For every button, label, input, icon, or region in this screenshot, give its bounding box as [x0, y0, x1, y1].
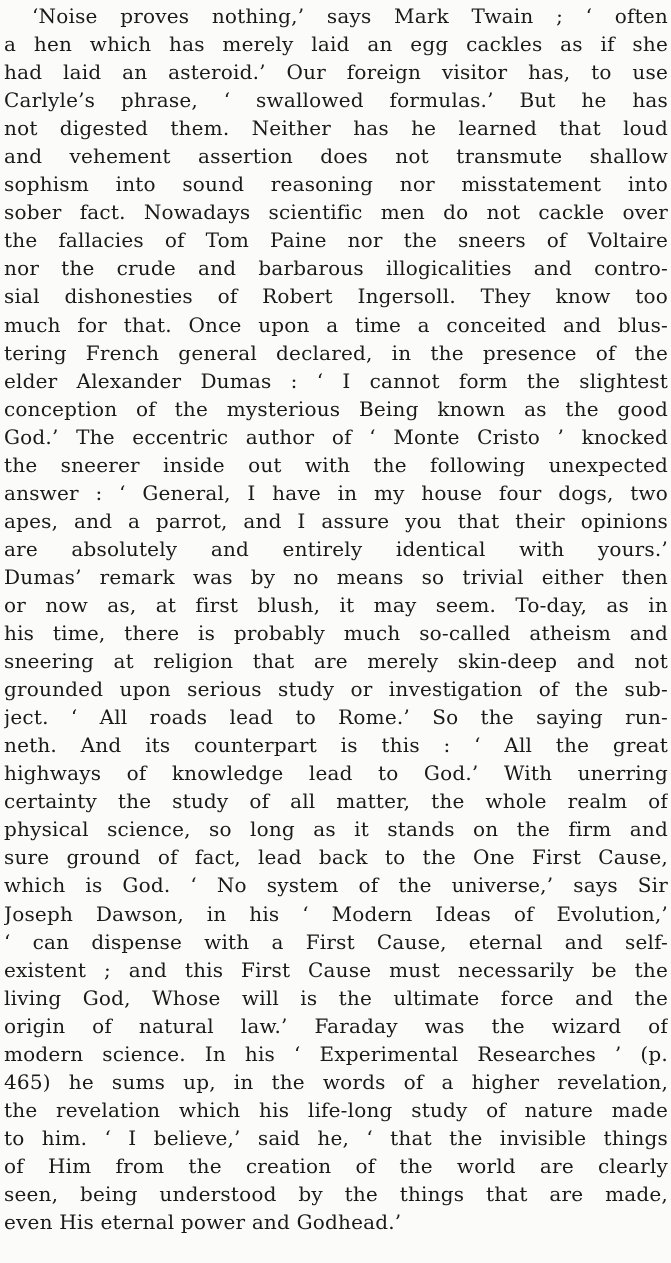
text-line: ‘Noise proves nothing,’ says Mark Twain ; ‘ often: [32, 4, 668, 28]
text-line: answer : ‘ General, I have in my house four dogs, two: [4, 480, 668, 505]
text-line: to him. ‘ I believe,’ said he, ‘ that the invisible things: [4, 1125, 668, 1150]
text-line: are absolutely and entirely identical with yours.’: [4, 536, 668, 561]
text-line: nor the crude and barbarous illogicalities and contro-: [4, 256, 668, 281]
text-line: sneering at religion that are merely skin-deep and not: [4, 649, 668, 674]
text-line: had laid an asteroid.’ Our foreign visitor has, to use: [4, 60, 668, 85]
text-line: not digested them. Neither has he learned that loud: [4, 116, 668, 141]
text-line: and vehement assertion does not transmute shallow: [4, 144, 668, 169]
text-line: certainty the study of all matter, the whole realm of: [4, 789, 668, 814]
text-line: his time, there is probably much so-called atheism and: [4, 621, 668, 646]
text-line: the revelation which his life-long study of nature made: [4, 1097, 668, 1122]
text-line: a hen which has merely laid an egg cackles as if she: [4, 32, 668, 57]
text-line: elder Alexander Dumas : ‘ I cannot form the slightest: [4, 368, 668, 393]
text-line: conception of the mysterious Being known as the good: [4, 396, 668, 421]
text-line: sial dishonesties of Robert Ingersoll. They know too: [4, 284, 668, 309]
text-line: existent ; and this First Cause must necessarily be the: [4, 957, 668, 982]
text-line: sophism into sound reasoning nor misstatement into: [4, 172, 668, 197]
text-line: 465) he sums up, in the words of a higher revelation,: [4, 1069, 668, 1094]
text-line: sure ground of fact, lead back to the One First Cause,: [4, 845, 668, 870]
text-line: highways of knowledge lead to God.’ With unerring: [4, 761, 668, 786]
text-line: or now as, at first blush, it may seem. To-day, as in: [4, 592, 668, 617]
text-line: ‘ can dispense with a First Cause, eternal and self-: [4, 929, 668, 954]
text-line: ject. ‘ All roads lead to Rome.’ So the saying run-: [4, 705, 668, 730]
text-line: seen, being understood by the things that are made,: [4, 1181, 668, 1206]
text-line: even His eternal power and Godhead.’: [4, 1210, 402, 1235]
text-line: Carlyle’s phrase, ‘ swallowed formulas.’ But he has: [4, 88, 668, 113]
text-line: Joseph Dawson, in his ‘ Modern Ideas of Evolution,’: [4, 901, 668, 926]
text-line: tering French general declared, in the presence of the: [4, 340, 668, 365]
text-line: which is God. ‘ No system of the universe,’ says Sir: [4, 873, 668, 898]
article-text: [4, 2, 668, 1236]
text-line: modern science. In his ‘ Experimental Researches ’ (p.: [4, 1041, 668, 1066]
text-line: physical science, so long as it stands on the firm and: [4, 817, 668, 842]
text-line: Dumas’ remark was by no means so trivial either then: [4, 564, 668, 589]
text-line: origin of natural law.’ Faraday was the wizard of: [4, 1013, 668, 1038]
text-line: grounded upon serious study or investigation of the sub-: [4, 677, 668, 702]
text-line: God.’ The eccentric author of ‘ Monte Cristo ’ knocked: [4, 424, 668, 449]
text-line: neth. And its counterpart is this : ‘ All the great: [4, 733, 668, 758]
text-line: of Him from the creation of the world are clearly: [4, 1153, 668, 1178]
text-line: much for that. Once upon a time a conceited and blus-: [4, 312, 668, 337]
text-line: the sneerer inside out with the following unexpected: [4, 452, 668, 477]
text-line: the fallacies of Tom Paine nor the sneers of Voltaire: [4, 228, 668, 253]
text-line: sober fact. Nowadays scientific men do not cackle over: [4, 200, 668, 225]
text-line: living God, Whose will is the ultimate force and the: [4, 985, 668, 1010]
text-line: apes, and a parrot, and I assure you that their opinions: [4, 508, 668, 533]
